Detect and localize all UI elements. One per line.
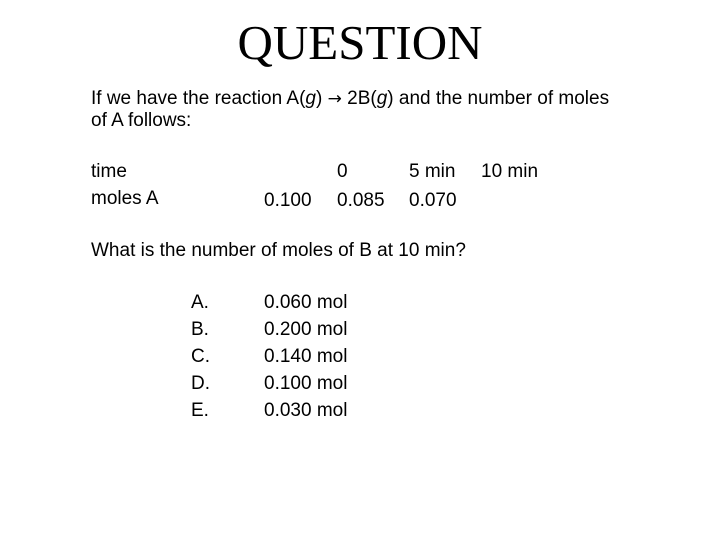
gas-state-label: g [305, 88, 316, 109]
question-text-part: If we have the reaction A( [91, 88, 306, 109]
option-text: 0.100 mol [264, 373, 348, 394]
time-value: 0 [337, 161, 348, 182]
question-line-2: of A follows: [91, 110, 192, 131]
option-text: 0.200 mol [264, 319, 348, 340]
row-label-time: time [91, 161, 127, 182]
moles-value: 0.100 [264, 190, 312, 211]
question-text-part: ) [315, 88, 323, 109]
question-line-1 [91, 88, 691, 110]
question-prompt: What is the number of moles of B at 10 min? [91, 240, 466, 261]
option-text: 0.140 mol [264, 346, 348, 367]
gas-state-label: g [376, 88, 388, 109]
question-text-part: 2B( [347, 88, 377, 109]
row-label-moles: moles A [91, 188, 159, 209]
option-letter: B. [191, 319, 209, 340]
time-value: 5 min [409, 161, 456, 182]
option-letter: E. [191, 400, 209, 421]
option-letter: A. [191, 292, 209, 313]
moles-value: 0.085 [337, 190, 385, 211]
option-letter: D. [191, 373, 210, 394]
option-text: 0.030 mol [264, 400, 348, 421]
time-value: 10 min [481, 161, 539, 182]
page-title: QUESTION [237, 15, 483, 70]
question-text-part: ) and the number of moles [387, 88, 610, 109]
option-text: 0.060 mol [264, 292, 348, 313]
reaction-arrow-icon: → [327, 89, 342, 109]
moles-value: 0.070 [409, 190, 457, 211]
option-letter: C. [191, 346, 210, 367]
question-text [91, 88, 691, 132]
